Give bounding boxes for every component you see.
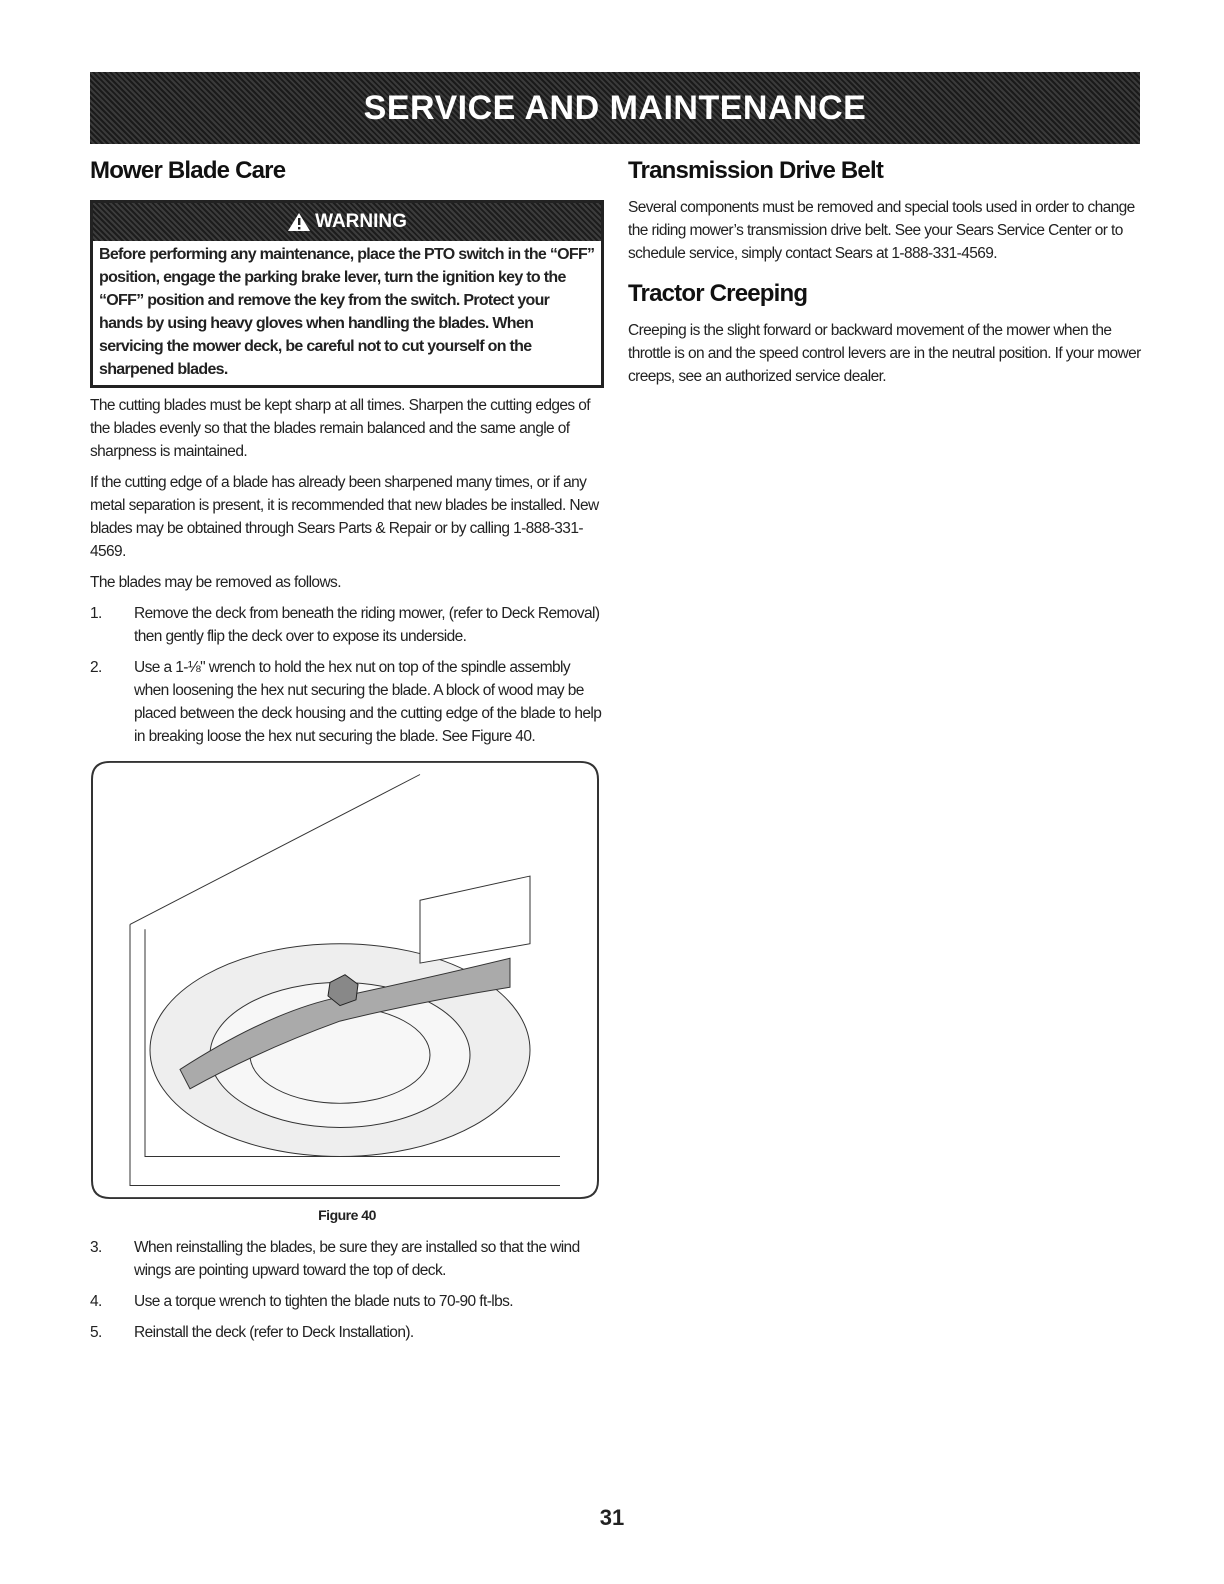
list-item: [90, 602, 604, 648]
step-text: When reinstalling the blades, be sure they are installed so that the wind wings are pointing upward toward the top of deck.: [134, 1239, 580, 1279]
mower-blade-care-heading: Mower Blade Care: [90, 157, 286, 184]
section-banner: [90, 72, 1140, 144]
banner-title: SERVICE AND MAINTENANCE: [363, 88, 867, 127]
step-text: Reinstall the deck (refer to Deck Installation).: [134, 1324, 414, 1341]
steps-list: [90, 1236, 604, 1344]
blade-care-body: [90, 394, 604, 756]
page-number: 31: [599, 1505, 625, 1530]
step-number: 3.: [90, 1239, 102, 1256]
list-item: [90, 1290, 604, 1313]
figure-40-blade-illustration: [90, 760, 600, 1200]
tractor-creeping-text: Creeping is the slight forward or backward movement of the mower when the throttle is on and the speed control levers are in the neutral position. If your mower creeps, see an authorized service dealer.: [628, 322, 1141, 385]
warning-title: WARNING: [315, 211, 407, 232]
step-number: 1.: [90, 605, 102, 622]
list-item: [90, 1236, 604, 1282]
list-item: [90, 656, 604, 748]
step-number: 5.: [90, 1324, 102, 1341]
steps-list: [90, 602, 604, 748]
tractor-creeping-heading: Tractor Creeping: [628, 280, 808, 307]
transmission-belt-text: Several components must be removed and special tools used in order to change the riding mower’s transmission drive belt. See your Sears Service Center or to schedule service, simply contact Sears at 1-888-331-4569.: [628, 199, 1135, 262]
step-text: Use a 1-⅛" wrench to hold the hex nut on top of the spindle assembly when loosening the hex nut securing the blade. A block of wood may be placed between the deck housing and the cutting edge of the blade to help in breaking loose the hex nut securing the blade. See Figure 40.: [134, 659, 602, 745]
warning-triangle-icon: [287, 212, 311, 232]
paragraph: If the cutting edge of a blade has already been sharpened many times, or if any metal separation is present, it is recommended that new blades be installed. New blades may be obtained through Sears Parts & Repair or by calling 1-888-331-4569.: [90, 474, 599, 560]
step-text: Use a torque wrench to tighten the blade nuts to 70-90 ft-lbs.: [134, 1293, 513, 1310]
warning-header: [93, 203, 601, 241]
step-text: Remove the deck from beneath the riding mower, (refer to Deck Removal) then gently flip the deck over to expose its underside.: [134, 605, 600, 645]
transmission-belt-heading: Transmission Drive Belt: [628, 157, 884, 184]
steps-continued: [90, 1236, 604, 1352]
step-number: 2.: [90, 659, 102, 676]
warning-text: Before performing any maintenance, place the PTO switch in the “OFF” position, engage the parking brake lever, turn the ignition key to the “OFF” position and remove the key from the switch. Protect your hands by using heavy gloves when handling the blades. When servicing the mower deck, be careful not to cut yourself on the sharpened blades.: [99, 246, 595, 378]
paragraph: The cutting blades must be kept sharp at all times. Sharpen the cutting edges of the blades evenly so that the blades remain balanced and the same angle of sharpness is maintained.: [90, 397, 590, 460]
right-column: [628, 156, 1143, 388]
figure-caption: Figure 40: [318, 1207, 376, 1223]
paragraph: The blades may be removed as follows.: [90, 574, 341, 591]
step-number: 4.: [90, 1293, 102, 1310]
list-item: [90, 1321, 604, 1344]
left-column: [90, 156, 604, 1352]
warning-box: [90, 200, 604, 388]
